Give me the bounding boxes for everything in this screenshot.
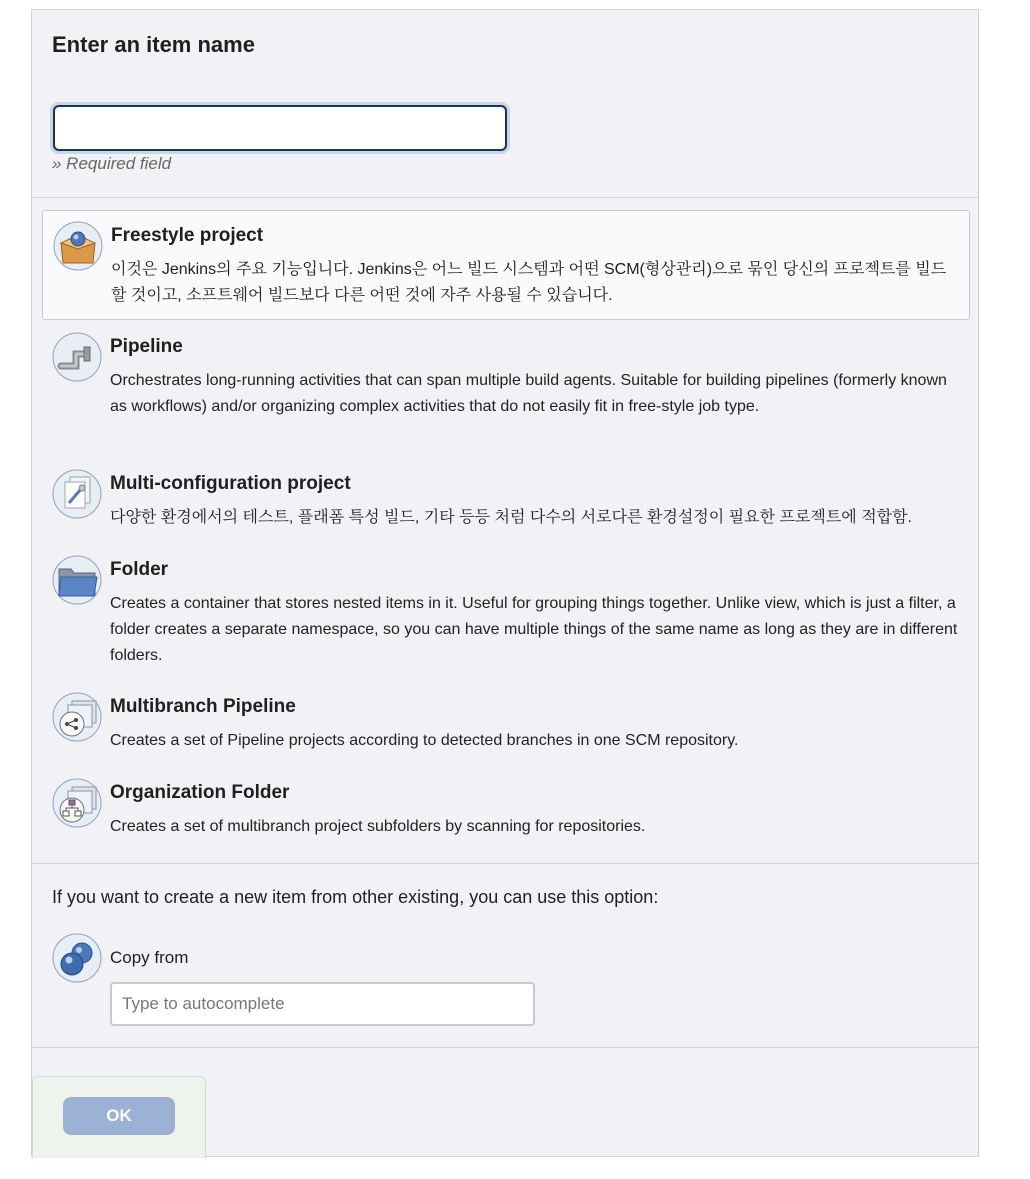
item-name-input[interactable] (53, 105, 507, 151)
new-item-panel (31, 9, 979, 1157)
button-bar (32, 1076, 206, 1158)
item-description: 이것은 Jenkins의 주요 기능입니다. Jenkins은 어느 빌드 시스템과 어떤 SCM(형상관리)으로 묶인 당신의 프로젝트를 빌드할 것이고, 소프트웨어 빌드보다 다른 어떤 것에 자주 사용될 수 있습니다. (111, 261, 947, 304)
item-type-organization-folder[interactable] (42, 768, 970, 846)
item-type-multi-configuration[interactable] (42, 459, 970, 537)
item-type-freestyle[interactable] (42, 210, 970, 320)
required-field-hint: » Required field (52, 154, 172, 173)
item-name-focus-ring (50, 102, 510, 154)
multibranch-icon (52, 692, 102, 742)
item-label: Freestyle project (111, 225, 264, 246)
item-description: Orchestrates long-running activities that can span multiple build agents. Suitable for building pipelines (formerly known as workflows) and/or organizing complex activities that do not easily fit in free-style job type. (110, 372, 947, 415)
item-type-multibranch-pipeline[interactable] (42, 682, 970, 760)
item-description: 다양한 환경에서의 테스트, 플래폼 특성 빌드, 기타 등등 처럼 다수의 서로다른 환경설정이 필요한 프로젝트에 적합함. (110, 509, 913, 526)
item-description: Creates a set of multibranch project subfolders by scanning for repositories. (110, 818, 646, 835)
pipe-icon (52, 332, 102, 382)
divider (32, 1047, 978, 1048)
copy-balls-icon (52, 933, 102, 983)
copy-from-input[interactable] (110, 982, 535, 1026)
divider (32, 197, 978, 198)
item-label: Folder (110, 559, 169, 580)
folder-icon (52, 555, 102, 605)
item-label: Organization Folder (110, 782, 290, 803)
ok-button[interactable]: OK (63, 1097, 175, 1135)
multi-config-icon (52, 469, 102, 519)
freestyle-box-icon (53, 221, 103, 271)
item-label: Pipeline (110, 336, 183, 357)
item-type-folder[interactable] (42, 545, 970, 669)
item-label: Multibranch Pipeline (110, 696, 296, 717)
copy-from-label: Copy from (110, 948, 189, 967)
divider (32, 863, 978, 864)
item-type-pipeline[interactable] (42, 322, 970, 446)
page-title: Enter an item name (52, 32, 255, 57)
copy-from-prompt: If you want to create a new item from other existing, you can use this option: (52, 887, 659, 907)
item-description: Creates a set of Pipeline projects according to detected branches in one SCM repository. (110, 732, 739, 749)
item-label: Multi-configuration project (110, 473, 351, 494)
item-description: Creates a container that stores nested items in it. Useful for grouping things together. Unlike view, which is just a filter, a folder creates a separate namespace, so you can have multiple things of the same name as long as they are in different folders. (110, 595, 958, 664)
org-folder-icon (52, 778, 102, 828)
